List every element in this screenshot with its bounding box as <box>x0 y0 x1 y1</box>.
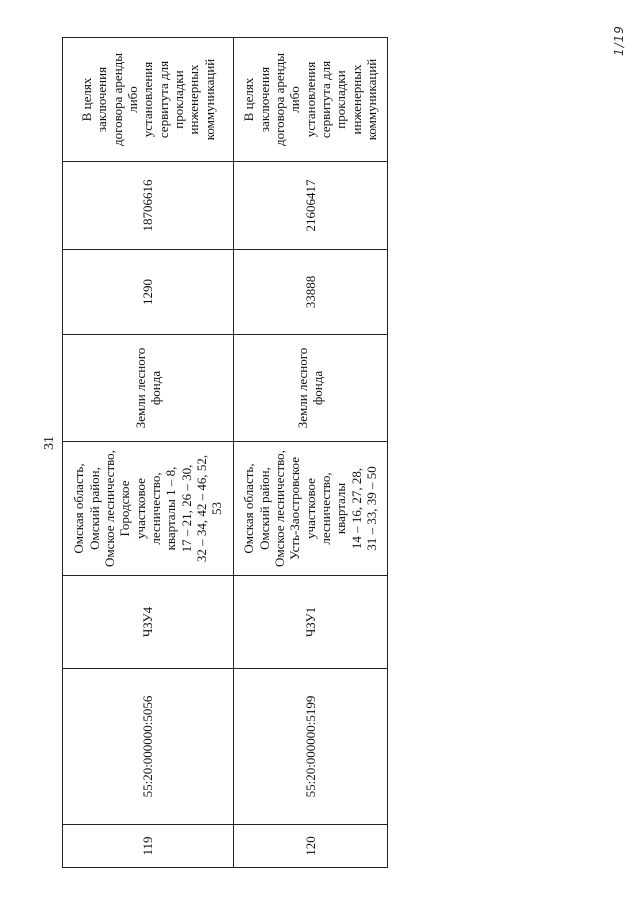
row-number-cell: 119 <box>63 825 234 868</box>
cadastral-number-cell: 55:20:000000:5056 <box>63 669 234 825</box>
land-plots-table <box>62 37 388 868</box>
cadastral-value-cell: 18706616 <box>63 162 234 250</box>
table-row <box>63 38 234 868</box>
location-text: Омская область, Омский район, Омское лесничество, Городское участковое лесничество, кварталы 1 – 8, 17 – 21, 26 – 30, 32 – 34, 42 – 46, 52, 53 <box>71 450 225 567</box>
purpose-text: В целях заключения договора аренды либо установления сервитута для прокладки инженерных коммуникаций <box>78 52 217 147</box>
purpose-cell <box>233 38 387 162</box>
land-category-cell <box>233 335 387 442</box>
location-cell <box>233 442 387 576</box>
land-category-cell <box>63 335 234 442</box>
row-number-cell: 120 <box>233 825 387 868</box>
location-cell <box>63 442 234 576</box>
table-row <box>233 38 387 868</box>
land-category-text: Земли лесного фонда <box>132 347 163 429</box>
area-cell: 1290 <box>63 250 234 335</box>
handwritten-mark: 1/19 <box>612 25 626 56</box>
purpose-text: В целях заключения договора аренды либо установления сервитута для прокладки инженерных коммуникаций <box>241 52 380 147</box>
area-cell: 33888 <box>233 250 387 335</box>
cadastral-value-cell: 21606417 <box>233 162 387 250</box>
rotated-table-wrapper <box>62 38 388 868</box>
location-text: Омская область, Омский район, Омское лесничество, Усть-Заостровское участковое лесничество, кварталы 14 – 16, 27, 28, 31 – 33, 39 – 50 <box>241 450 380 567</box>
purpose-cell <box>63 38 234 162</box>
zu-code-cell: ЧЗУ4 <box>63 576 234 669</box>
land-category-text: Земли лесного фонда <box>295 347 326 429</box>
cadastral-number-cell: 55:20:000000:5199 <box>233 669 387 825</box>
zu-code-cell: ЧЗУ1 <box>233 576 387 669</box>
page-number: 31 <box>42 436 57 450</box>
